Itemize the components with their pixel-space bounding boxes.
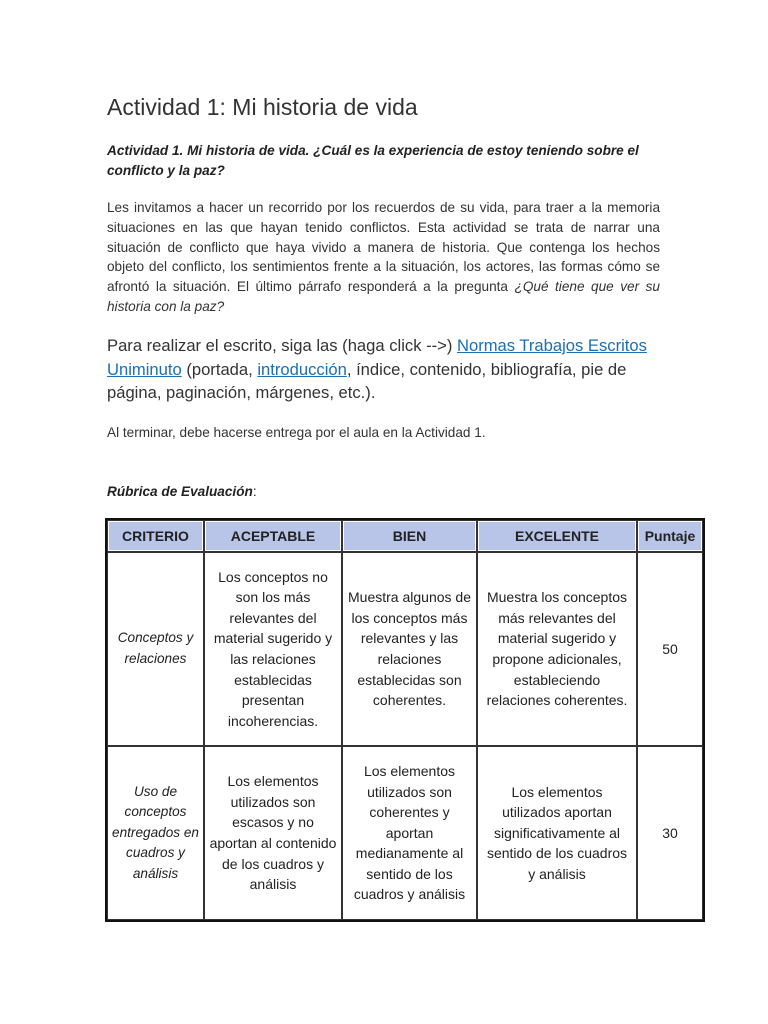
introduccion-link[interactable]: introducción (257, 359, 347, 379)
cell-excelente: Muestra los conceptos más relevantes del material sugerido y propone adicionales, estableciendo relaciones coherentes. (477, 552, 637, 746)
intro-text: Les invitamos a hacer un recorrido por los recuerdos de su vida, para traer a la memoria situaciones en las que hayan tenido conflictos. Esta actividad se trata de narrar una situación de conflicto que haya vivido a manera de historia. Que contenga los hechos objeto del conflicto, los sentimientos frente a la situación, los actores, las formas cómo se afrontó la situación. El último párrafo responderá a la pregunta (107, 200, 660, 295)
table-row (107, 746, 703, 920)
header-puntaje: Puntaje (637, 520, 703, 552)
cell-bien: Muestra algunos de los conceptos más relevantes y las relaciones establecidas son coherentes. (342, 552, 477, 746)
cell-excelente: Los elementos utilizados aportan significativamente al sentido de los cuadros y análisis (477, 746, 637, 920)
rubric-label-text: Rúbrica de Evaluación (107, 484, 253, 499)
header-bien: BIEN (342, 520, 477, 552)
cell-criterio: Uso de conceptos entregados en cuadros y análisis (107, 746, 204, 920)
cell-puntaje: 30 (637, 746, 703, 920)
normas-trabajos-link[interactable]: Normas Trabajos Escritos Uniminuto (107, 336, 647, 379)
cell-bien: Los elementos utilizados son coherentes y aportan medianamente al sentido de los cuadros y análisis (342, 746, 477, 920)
header-excelente: EXCELENTE (477, 520, 637, 552)
norms-middle: (portada, (181, 359, 258, 379)
intro-question: ¿Qué tiene que ver su historia con la paz? (107, 279, 660, 314)
cell-criterio: Conceptos y relaciones (107, 552, 204, 746)
rubric-table (105, 518, 705, 922)
header-aceptable: ACEPTABLE (204, 520, 342, 552)
cell-puntaje: 50 (637, 552, 703, 746)
cell-aceptable: Los conceptos no son los más relevantes del material sugerido y las relaciones establecidas presentan incoherencias. (204, 552, 342, 746)
page-title: Actividad 1: Mi historia de vida (107, 94, 418, 120)
delivery-note: Al terminar, debe hacerse entrega por el aula en la Actividad 1. (107, 425, 486, 440)
rubric-header-row (107, 520, 703, 552)
rubric-label-colon: : (252, 484, 257, 499)
intro-paragraph (107, 198, 660, 317)
norms-suffix: , índice, contenido, bibliografía, pie de página, paginación, márgenes, etc.). (107, 359, 627, 402)
table-row (107, 552, 703, 746)
norms-prefix: Para realizar el escrito, siga las (haga click -->) (107, 336, 457, 355)
activity-subtitle: Actividad 1. Mi historia de vida. ¿Cuál es la experiencia de estoy teniendo sobre el conflicto y la paz? (107, 143, 639, 178)
rubric-label (107, 482, 660, 502)
cell-aceptable: Los elementos utilizados son escasos y no aportan al contenido de los cuadros y análisis (204, 746, 342, 920)
norms-paragraph (107, 334, 667, 405)
header-criterio: CRITERIO (107, 520, 204, 552)
